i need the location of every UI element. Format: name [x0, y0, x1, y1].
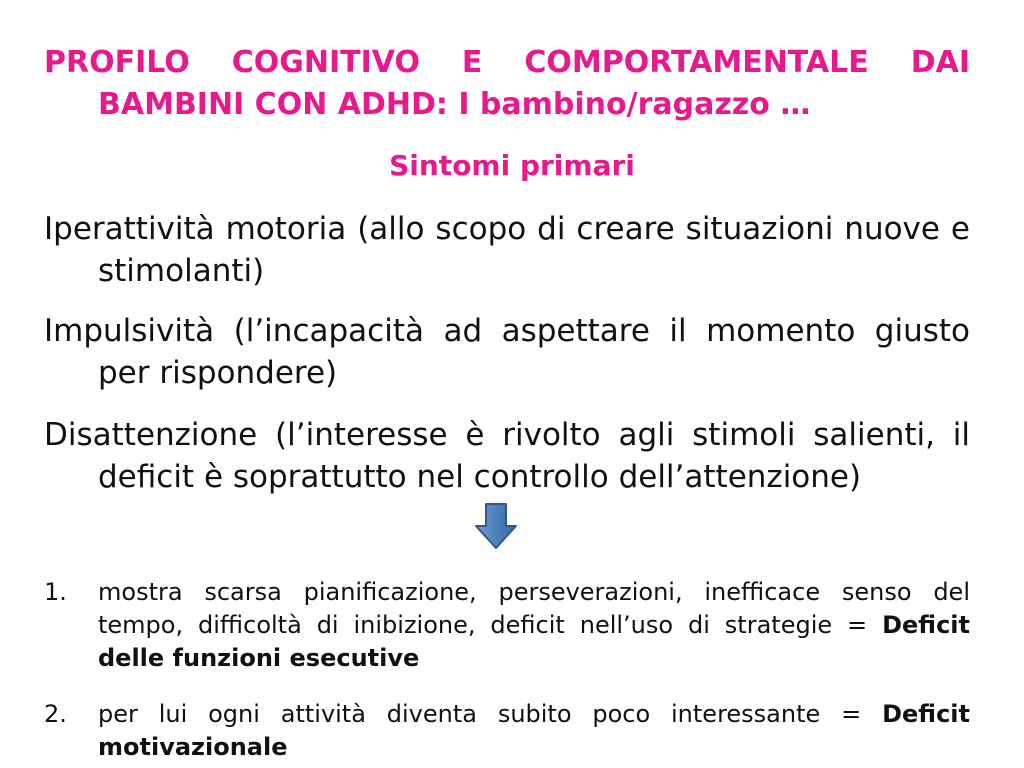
symptom-hyperactivity: Iperattività motoria (allo scopo di creare situazioni nuove e stimolanti) [44, 211, 970, 289]
symptom-inattention: Disattenzione (l’interesse è rivolto agli stimoli salienti, il deficit è soprattutto nel controllo dell’attenzione) [44, 417, 970, 495]
list-text-bold: Deficit motivazionale [98, 700, 970, 761]
symptom-impulsivity: Impulsività (l’incapacità ad aspettare il momento giusto per rispondere) [44, 313, 970, 391]
list-number: 2. [44, 700, 67, 728]
list-text-bold: Deficit delle funzioni esecutive [98, 611, 970, 672]
list-text-plain: mostra scarsa pianificazione, perseverazioni, inefficace senso del tempo, difficoltà di inibizione, deficit nell’uso di strategie = [98, 578, 970, 639]
list-item [44, 698, 970, 764]
list-number: 1. [44, 578, 67, 606]
slide-title: PROFILO COGNITIVO E COMPORTAMENTALE DAI BAMBINI CON ADHD: I bambino/ragazzo … [44, 45, 970, 122]
list-item [44, 576, 970, 675]
down-arrow-icon [474, 502, 518, 550]
slide-subtitle: Sintomi primari [389, 149, 635, 182]
list-text [98, 698, 970, 764]
list-text [98, 576, 970, 675]
list-text-plain: per lui ogni attività diventa subito poco interessante = [98, 700, 883, 728]
